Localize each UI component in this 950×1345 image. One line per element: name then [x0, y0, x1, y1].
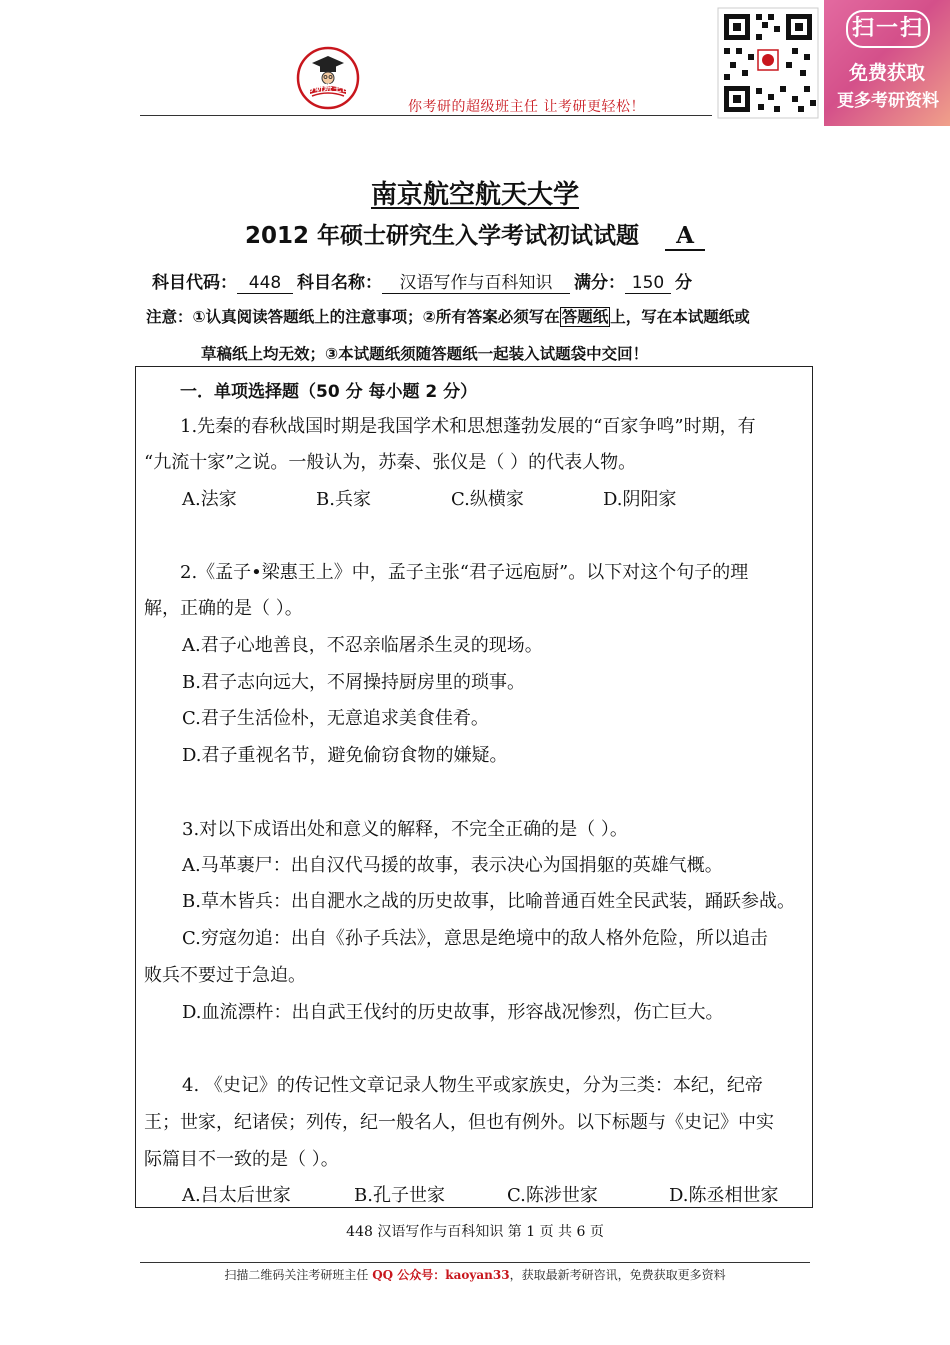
scan-label: 扫一扫: [846, 10, 930, 48]
q1-line2: “九流十家”之说。一般认为，苏秦、张仪是（ ）的代表人物。: [144, 452, 637, 473]
promo-panel: [824, 0, 950, 126]
answer-sheet-highlight: 答题纸: [561, 308, 609, 326]
q4-line3: 际篇目不一致的是（ ）。: [144, 1149, 339, 1170]
q4-line1: 4. 《史记》的传记性文章记录人物生平或家族史，分为三类：本纪，纪帝: [182, 1075, 763, 1096]
notice-line-1: 注意：①认真阅读答题纸上的注意事项；②所有答案必须写在 答题纸 上，写在本试题纸或: [146, 308, 750, 326]
header-divider: [140, 115, 810, 116]
score-label: 满分：: [574, 273, 625, 293]
footer-note: 扫描二维码关注考研班主任 QQ 公众号：kaoyan33，获取最新考研咨讯，免费获取更多资料: [224, 1268, 726, 1282]
section-title: 一．单项选择题（50 分 每小题 2 分）: [180, 382, 478, 402]
q4-option-a: A.吕太后世家: [182, 1185, 291, 1206]
q3-option-b: B.草木皆兵：出自淝水之战的历史故事，比喻普通百姓全民武装，踊跃参战。: [182, 891, 795, 912]
q4-option-c: C.陈涉世家: [507, 1185, 598, 1206]
full-score: 150: [625, 273, 671, 294]
slogan: 你考研的超级班主任 让考研更轻松！: [408, 99, 645, 115]
qq-account: QQ 公众号：kaoyan33: [372, 1268, 510, 1282]
footer-divider: [140, 1262, 810, 1263]
q2-option-b: B.君子志向远大，不屑操持厨房里的琐事。: [182, 672, 525, 693]
university-name: 南京航空航天大学: [370, 180, 579, 210]
q1-option-b: B.兵家: [316, 489, 371, 510]
exam-title: 2012 年硕士研究生入学考试初试试题 A: [0, 217, 950, 251]
page-footer: 448 汉语写作与百科知识 第 1 页 共 6 页: [346, 1224, 604, 1240]
q1-option-d: D.阴阳家: [603, 489, 677, 510]
q4-option-d: D.陈丞相世家: [669, 1185, 779, 1206]
q4-option-b: B.孔子世家: [354, 1185, 445, 1206]
q3-option-d: D.血流漂杵：出自武王伐纣的历史故事，形容战况惨烈，伤亡巨大。: [182, 1002, 724, 1023]
q2-option-c: C.君子生活俭朴，无意追求美食佳肴。: [182, 708, 489, 729]
q3-line1: 3.对以下成语出处和意义的解释，不完全正确的是（ ）。: [182, 819, 628, 840]
q1-line1: 1.先秦的春秋战国时期是我国学术和思想蓬勃发展的“百家争鸣”时期，有: [180, 416, 756, 437]
score-unit: 分: [675, 273, 692, 293]
q2-line1: 2.《孟子•梁惠王上》中，孟子主张“君子远庖厨”。以下对这个句子的理: [180, 562, 749, 583]
q1-option-a: A.法家: [182, 489, 237, 510]
q2-option-d: D.君子重视名节，避免偷窃食物的嫌疑。: [182, 745, 508, 766]
q3-option-a: A.马革裹尸：出自汉代马援的故事，表示决心为国捐躯的英雄气概。: [182, 855, 723, 876]
logo-text: 考研班主任: [305, 84, 351, 94]
subject-code: 448: [237, 273, 293, 294]
q2-line2: 解，正确的是（ ）。: [144, 598, 303, 619]
q1-option-c: C.纵横家: [451, 489, 524, 510]
q3-option-c-line2: 败兵不要过于急迫。: [144, 965, 306, 986]
subject-name: 汉语写作与百科知识: [382, 268, 570, 294]
promo-line2: 更多考研资料: [837, 91, 939, 111]
brand-logo: [296, 46, 360, 110]
name-label: 科目名称：: [297, 273, 382, 293]
subject-info: [152, 268, 692, 294]
q4-line2: 王；世家，纪诸侯；列传，纪一般名人，但也有例外。以下标题与《史记》中实: [144, 1112, 774, 1133]
paper-version: A: [665, 222, 705, 251]
promo-line1: 免费获取: [848, 62, 925, 84]
q3-option-c-line1: C.穷寇勿追：出自《孙子兵法》，意思是绝境中的敌人格外危险，所以追击: [182, 928, 768, 949]
q2-option-a: A.君子心地善良，不忍亲临屠杀生灵的现场。: [182, 635, 543, 656]
promo-banner[interactable]: [712, 0, 950, 126]
notice-line-2: 草稿纸上均无效；③本试题纸须随答题纸一起装入试题袋中交回！: [201, 345, 649, 363]
qr-code-icon[interactable]: [712, 0, 824, 126]
code-label: 科目代码：: [152, 273, 237, 293]
